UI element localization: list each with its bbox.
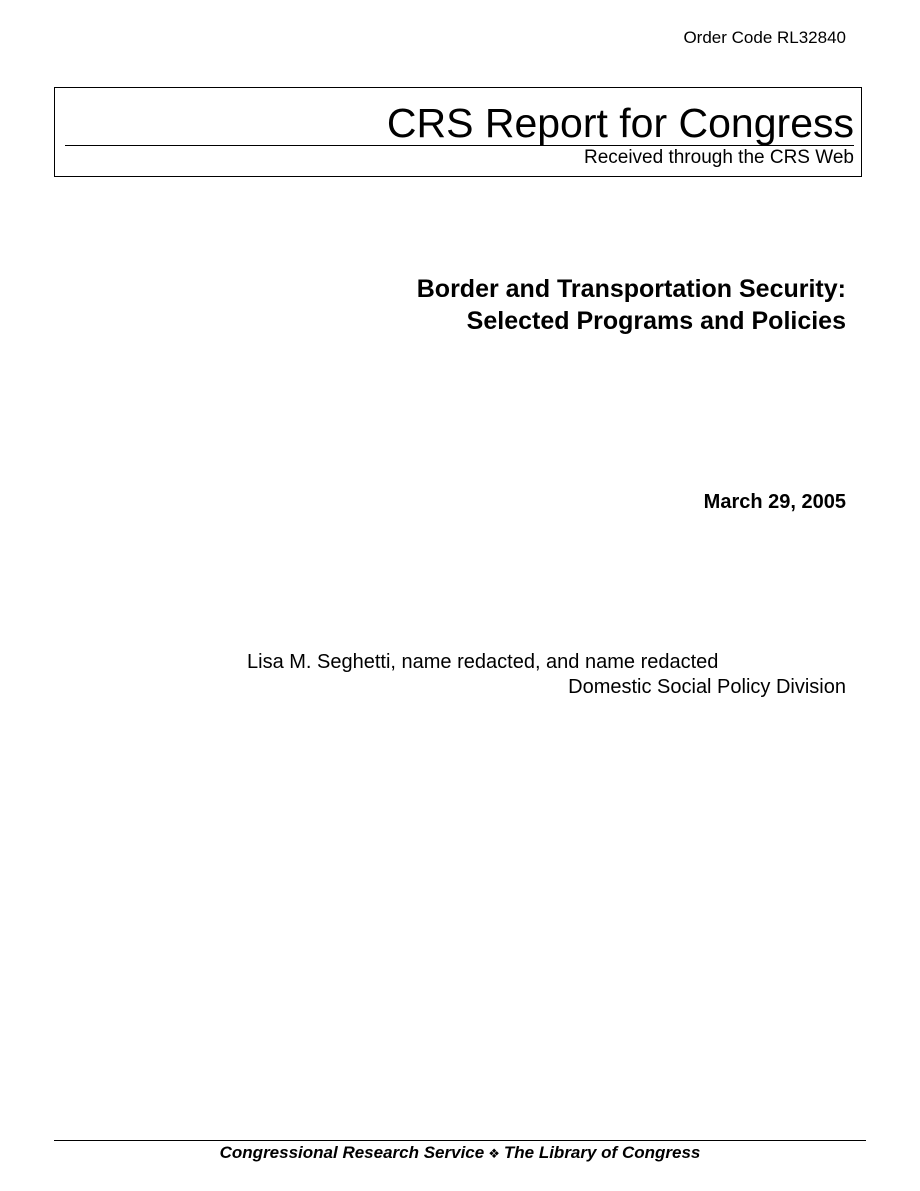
document-title-line-2: Selected Programs and Policies [466, 307, 846, 335]
document-title-line-1: Border and Transportation Security: [416, 275, 846, 303]
document-division: Domestic Social Policy Division [568, 676, 846, 698]
document-authors: Lisa M. Seghetti, name redacted, and name redacted [247, 651, 719, 673]
report-header-title: CRS Report for Congress [386, 100, 854, 146]
report-header-subtitle: Received through the CRS Web [583, 147, 854, 168]
header-divider [65, 145, 854, 146]
document-date: March 29, 2005 [703, 491, 846, 513]
footer-left-text: Congressional Research Service [219, 1143, 485, 1162]
report-header-box [54, 87, 862, 177]
diamond-separator-icon: ❖ [488, 1147, 500, 1162]
order-code: Order Code RL32840 [683, 28, 846, 47]
page-footer [0, 1142, 920, 1166]
footer-divider [54, 1140, 866, 1141]
footer-right-text: The Library of Congress [503, 1143, 701, 1162]
document-title [417, 273, 846, 337]
